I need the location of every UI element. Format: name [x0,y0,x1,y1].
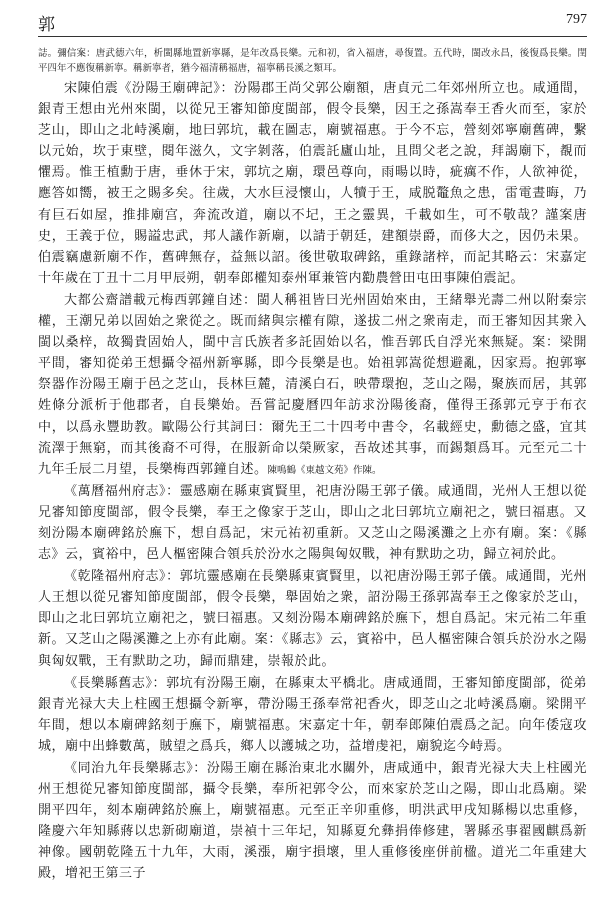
paragraph-text: 《長樂縣舊志》：郭坑有汾陽王廟，在縣東太平橋北。唐咸通間，王審知節度閩部，從弟銀青光禄大夫上柱國王想攝令新寧，帶汾陽王孫奉常祀香火，即芝山之北峙溪爲廟。梁開平年間，想以本廟碑銘刻于廡下，廟號福惠。宋嘉定十年，朝奉郎陳伯震爲之記。向年倭寇攻城，廟中出蜂數萬，賊望之爲兵，鄉人以護城之功，益增虔祀，廟貌迄今峙焉。 [38,675,587,754]
paragraph-chen-bozhen-record [38,78,587,290]
paragraph-tongzhi-changle-gazetteer [38,758,587,886]
page-number: 797 [566,12,587,27]
paragraph-guo-zhong-self-account [38,290,587,481]
running-head-surname: 郭 [38,15,55,35]
paragraph-text: 大都公齋譜載元梅西郭鐘自述：閩人稱祖皆曰光州固始來由，王緒舉光壽二州以附秦宗權，王潮兄弟以固始之衆從之。既而緒與宗權有隙，遂拔二州之衆南走，而王審知因其衆入閩以桑梓，故獨貴固始人，閩中言氏族者多託固始以名，惟吾郭氏自浮光來無疑。案：梁開平間，審知從弟王想攝令福州新寧縣，即今長樂是也。始祖郭嵩從想避亂，因家焉。抱郭寧祭器作汾陽王廟于邑之芝山，長林巨麓，清溪白石，映帶環抱，芝山之陽，聚族而居，其郭姓條分派析于他郡者，自長樂始。吾嘗記慶曆四年訪求汾陽後裔，僅得王孫郭元亨于布衣中，以爲永豐助教。歐陽公行其詞曰：爾先王二十四考中書令，名載經史，勳德之盛，宜其流澤于無窮，而其後裔不可得，在服新命以榮厥家，吾故述其事，而錫類爲耳。元至元二十九年壬辰二月望，長樂梅西郭鐘自述。 [38,292,587,477]
main-text [38,78,587,886]
paragraph-changle-old-gazetteer [38,673,587,758]
paragraph-text: 《萬曆福州府志》：靈感廟在縣東賓賢里，祀唐汾陽王郭子儀。咸通間，光州人王想以從兄審知節度閩部，假令長樂，奉王之像家于芝山，即山之北曰郭坑立廟祀之，號曰福惠。又刻汾陽本廟碑銘於廡下，想自爲記，宋元祐初重新。又芝山之陽溪灘之上亦有廟。案：《縣志》云，賓裕中，邑人樞密陳合領兵於汾水之陽與匈奴戰，神有默助之功，歸立祠於此。 [38,483,587,563]
paragraph-wanli-fuzhou-gazetteer [38,481,587,566]
paragraph-text: 宋陳伯震《汾陽王廟碑記》：汾陽郡王尚父郭公廟額，唐貞元二年郊州所立也。咸通間，銀青王想由光州來閩，以從兄王審知節度閩部，假令長樂，因王之孫嵩奉王香火而至，家於芝山，即山之北峙溪廟，地曰郭坑，載在圖志，廟號福惠。于今不忘，營刻郊寧廟舊碑，繫以元始，坎于東壁，閱年滋久，文字剝落，伯震託廬山址，且問父老之說，拜謁廟下，覩而懼焉。惟王植勳于唐，垂休于宋，郭坑之廟，環邑尊向，雨暘以時，疵癘不作，人欲神從，應答如嚮，被王之賜多矣。往歲，大水巨浸懷山，人犢于王，咸脱鼇魚之患，雷電晝晦，乃有巨石如屋，推排廟宫，奔流改道，廟以不圮，王之靈異，千載如生，可不敬哉？謹案唐史，王義于位，賜謚忠武，邦人議作新廟，以請于朝廷，建額崇爵，而侈大之，因仍未果。伯震竊慮新廟不作，舊碑無存，益無以詔。後世敬取碑銘，重錄諸梓，而記其略云：宋嘉定十年歲在丁丑十二月甲辰朔，朝奉郎權知泰州軍兼管内勸農營田屯田事陳伯震記。 [38,81,587,286]
page-header [38,0,587,37]
paragraph-qianlong-fuzhou-gazetteer [38,566,587,672]
continued-footnote: 誌。彌信案：唐武德六年，析閩縣地置新寧縣，是年改爲長樂。元和初，省入福唐，尋復置。五代時，閩改永昌，後復爲長樂。閏平四年不應復稱新寧。稱新寧者，猶今福清稱福唐，福寧稱長溪之類耳。 [38,48,587,74]
paragraph-text: 《乾隆福州府志》：郭坑靈感廟在長樂縣東賓賢里，以祀唐汾陽王郭子儀。咸通間，光州人王想以從兄審知節度閩部，假令長樂，舉固始之衆，詔汾陽王孫郭嵩奉王之像家於芝山，即山之北曰郭坑立廟祀之，號曰福惠。又刻汾陽本廟碑銘於廡下，想自爲記。宋元祐二年重新。又芝山之陽溪灘之上亦有此廟。案：《縣志》云，賓裕中，邑人樞密陳合領兵於汾水之陽與匈奴戰，王有默助之功，歸而鼎建，崇報於此。 [38,569,587,669]
inline-note: 陳鳴鶴《東越文苑》作陳。 [267,464,382,476]
paragraph-text: 《同治九年長樂縣志》：汾陽王廟在縣治東北水關外，唐咸通中，銀青光禄大夫上柱國光州王想從兄審知節度閩部，攝令長樂，奉所祀郭令公，而來家於芝山之陽，即山北爲廟。梁開平四年，刻本廟碑銘於廡上，廟號福惠。元至正辛卯重修，明洪武甲戌知縣楊以忠重修，隆慶六年知縣蔣以忠新砌廟道，崇禎十三年圮，知縣夏允彝捐俸修建，署縣丞事翟國麒爲新神像。國朝乾隆五十九年，大雨，溪漲，廟宇損壞，里人重修後座併前楹。道光二年重建大殿，增祀王第三子 [38,761,587,882]
